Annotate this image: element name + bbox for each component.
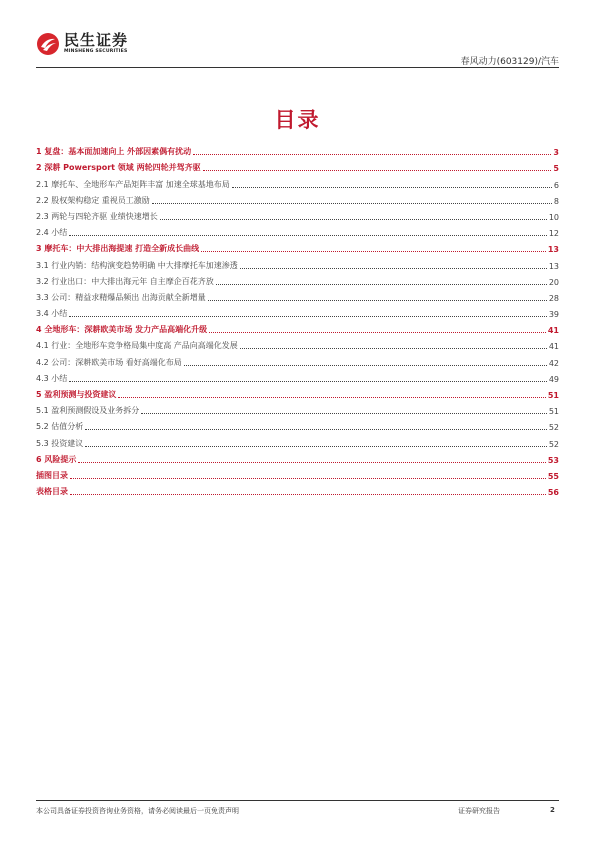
toc-entry-page: 49 [548,374,559,384]
toc-dot-leader [70,478,546,479]
toc-entry-label: 2 深耕 Powersport 领域 两轮四轮并驾齐驱 [36,163,201,173]
toc-entry-label: 表格目录 [36,487,68,497]
toc-dot-leader [216,284,547,285]
toc-entry-label: 3.3 公司：精益求精爆品频出 出海贡献全新增量 [36,292,206,302]
toc-dot-leader [208,300,547,301]
toc-entry-page: 3 [553,148,559,158]
toc-entry[interactable] [36,465,559,481]
toc-dot-leader [152,203,552,204]
toc-entry[interactable] [36,416,559,432]
toc-dot-leader [203,170,552,171]
company-logo [36,32,128,56]
toc-entry-label: 6 风险提示 [36,454,77,464]
logo-english-name: MINSHENG SECURITIES [64,49,128,55]
toc-entry-label: 2.2 股权架构稳定 重视员工激励 [36,195,150,205]
toc-entry-page: 13 [548,261,559,271]
toc-entry-page: 20 [548,277,559,287]
toc-entry-page: 55 [547,471,559,481]
toc-entry-label: 2.4 小结 [36,228,68,238]
toc-entry[interactable] [36,271,559,287]
toc-entry-label: 4.2 公司：深耕欧美市场 看好高端化布局 [36,357,182,367]
toc-entry[interactable] [36,206,559,222]
toc-entry-page: 41 [548,342,559,352]
toc-dot-leader [240,268,547,269]
toc-entry[interactable] [36,368,559,384]
toc-entry-label: 5.2 估值分析 [36,422,84,432]
toc-entry-page: 52 [548,439,559,449]
toc-entry[interactable] [36,432,559,448]
toc-dot-leader [69,235,547,236]
toc-entry-page: 12 [548,229,559,239]
toc-dot-leader [209,332,546,333]
toc-entry-label: 5.1 盈利预测假设及业务拆分 [36,406,140,416]
toc-entry-page: 56 [547,488,559,498]
toc-entry-page: 8 [553,196,559,206]
toc-entry-page: 39 [548,310,559,320]
toc-entry[interactable] [36,351,559,367]
toc-entry[interactable] [36,173,559,189]
toc-entry[interactable] [36,449,559,465]
toc-entry-label: 2.1 摩托车、全地形车产品矩阵丰富 加速全球基地布局 [36,179,230,189]
toc-dot-leader [141,413,547,414]
toc-dot-leader [240,348,547,349]
toc-dot-leader [193,154,551,155]
toc-entry[interactable] [36,400,559,416]
toc-entry-label: 4.3 小结 [36,373,68,383]
toc-entry[interactable] [36,303,559,319]
logo-chinese-name: 民生证券 [64,31,129,50]
toc-dot-leader [118,397,546,398]
toc-entry-label: 3.2 行业出口：中大排出海元年 自主摩企百花齐放 [36,276,214,286]
toc-entry-page: 28 [548,293,559,303]
toc-dot-leader [85,429,547,430]
header-divider [36,67,559,68]
toc-dot-leader [184,365,547,366]
footer-report-type: 证券研究报告 [458,807,500,815]
page-number: 2 [550,806,555,814]
page-header [36,32,559,72]
toc-entry[interactable] [36,319,559,335]
toc-dot-leader [69,381,547,382]
toc-entry-label: 5 盈利预测与投资建议 [36,390,117,399]
toc-entry[interactable] [36,384,559,400]
toc-entry-page: 52 [548,423,559,433]
footer-divider [36,800,559,801]
toc-entry-label: 1 复盘：基本面加速向上 外部因素偶有扰动 [36,147,192,157]
table-of-contents [36,141,559,497]
toc-entry-label: 3.4 小结 [36,309,68,319]
toc-dot-leader [85,446,547,447]
toc-entry-label: 2.3 两轮与四轮齐驱 业绩快速增长 [36,211,158,221]
toc-dot-leader [69,316,547,317]
toc-entry-page: 51 [548,407,559,417]
toc-entry[interactable] [36,238,559,254]
stock-and-sector: 春风动力(603129)/汽车 [460,57,559,67]
toc-entry-label: 5.3 投资建议 [36,438,84,448]
toc-entry[interactable] [36,157,559,173]
footer-disclaimer: 本公司具备证券投资咨询业务资格，请务必阅读最后一页免责声明 [36,807,239,815]
toc-entry-page: 6 [553,180,559,190]
toc-entry-label: 3.1 行业内销：结构演变趋势明确 中大排摩托车加速渗透 [36,260,238,270]
toc-entry-label: 插图目录 [36,470,68,480]
toc-entry-label: 3 摩托车：中大排出海提速 打造全新成长曲线 [36,244,200,254]
toc-entry-page: 13 [547,245,559,255]
toc-entry-page: 51 [547,391,559,400]
toc-entry-label: 4.1 行业：全地形车竞争格局集中度高 产品向高端化发展 [36,341,238,351]
page-title: 目录 [274,108,321,132]
toc-entry[interactable] [36,222,559,238]
toc-entry[interactable] [36,190,559,206]
toc-entry[interactable] [36,254,559,270]
toc-entry-page: 53 [547,455,559,465]
toc-entry-page: 5 [553,164,559,174]
toc-entry[interactable] [36,141,559,157]
toc-entry-page: 41 [547,326,559,336]
toc-entry[interactable] [36,287,559,303]
toc-entry[interactable] [36,335,559,351]
toc-entry-page: 10 [548,212,559,222]
toc-dot-leader [232,187,552,188]
toc-dot-leader [201,251,546,252]
toc-dot-leader [160,219,547,220]
toc-entry-page: 42 [548,358,559,368]
toc-entry[interactable] [36,481,559,497]
toc-dot-leader [78,462,546,463]
toc-dot-leader [70,494,546,495]
minsheng-logo-icon [36,32,60,56]
toc-entry-label: 4 全地形车：深耕欧美市场 发力产品高端化升级 [36,325,208,335]
